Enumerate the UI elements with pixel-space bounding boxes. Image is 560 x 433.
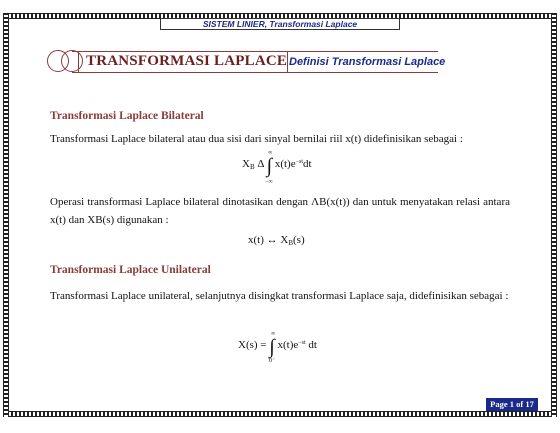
title-rule xyxy=(72,72,438,73)
integral-upper-limit: ∞ xyxy=(268,150,273,156)
border-right xyxy=(551,13,557,417)
equation-bilateral: $X_B$ Δ ∫ $x(t)e^{-st}dt$ xyxy=(242,155,312,177)
equation-unilateral: X(s) = ∫ $x(t)e^{-st}$ dt xyxy=(238,336,317,358)
equation-relation: x(t) ↔ $X_B(s)$ xyxy=(248,234,305,247)
border-bottom xyxy=(3,411,557,417)
integral-sign: ∫ xyxy=(269,336,275,358)
paragraph: Transformasi Laplace bilateral atau dua sisi dari sinyal bernilai riil x(t) didefinisikan sebagai : xyxy=(50,133,463,145)
page-subtitle: Definisi Transformasi Laplace xyxy=(289,56,446,68)
section-heading-bilateral: Transformasi Laplace Bilateral xyxy=(50,110,204,122)
page-number-badge: Page 1 of 17 xyxy=(486,398,538,411)
border-left xyxy=(3,13,9,417)
integral-lower-limit: −∞ xyxy=(265,179,273,185)
integral-lower-limit: 0⁻ xyxy=(269,358,276,364)
integral-sign: ∫ xyxy=(266,155,273,177)
section-heading-unilateral: Transformasi Laplace Unilateral xyxy=(50,264,211,276)
integral-upper-limit: ∞ xyxy=(271,331,276,337)
paragraph: Operasi transformasi Laplace bilateral dinotasikan dengan ΛB(x(t)) dan untuk menyatakan relasi antara x(t) dan XB(s) digunakan : xyxy=(50,196,510,226)
page-title: TRANSFORMASI LAPLACE xyxy=(86,53,288,69)
paragraph: Transformasi Laplace unilateral, selanjutnya disingkat transformasi Laplace saja, didefinisikan sebagai : xyxy=(50,290,509,302)
document-header: SISTEM LINIER, Transformasi Laplace xyxy=(160,18,400,30)
